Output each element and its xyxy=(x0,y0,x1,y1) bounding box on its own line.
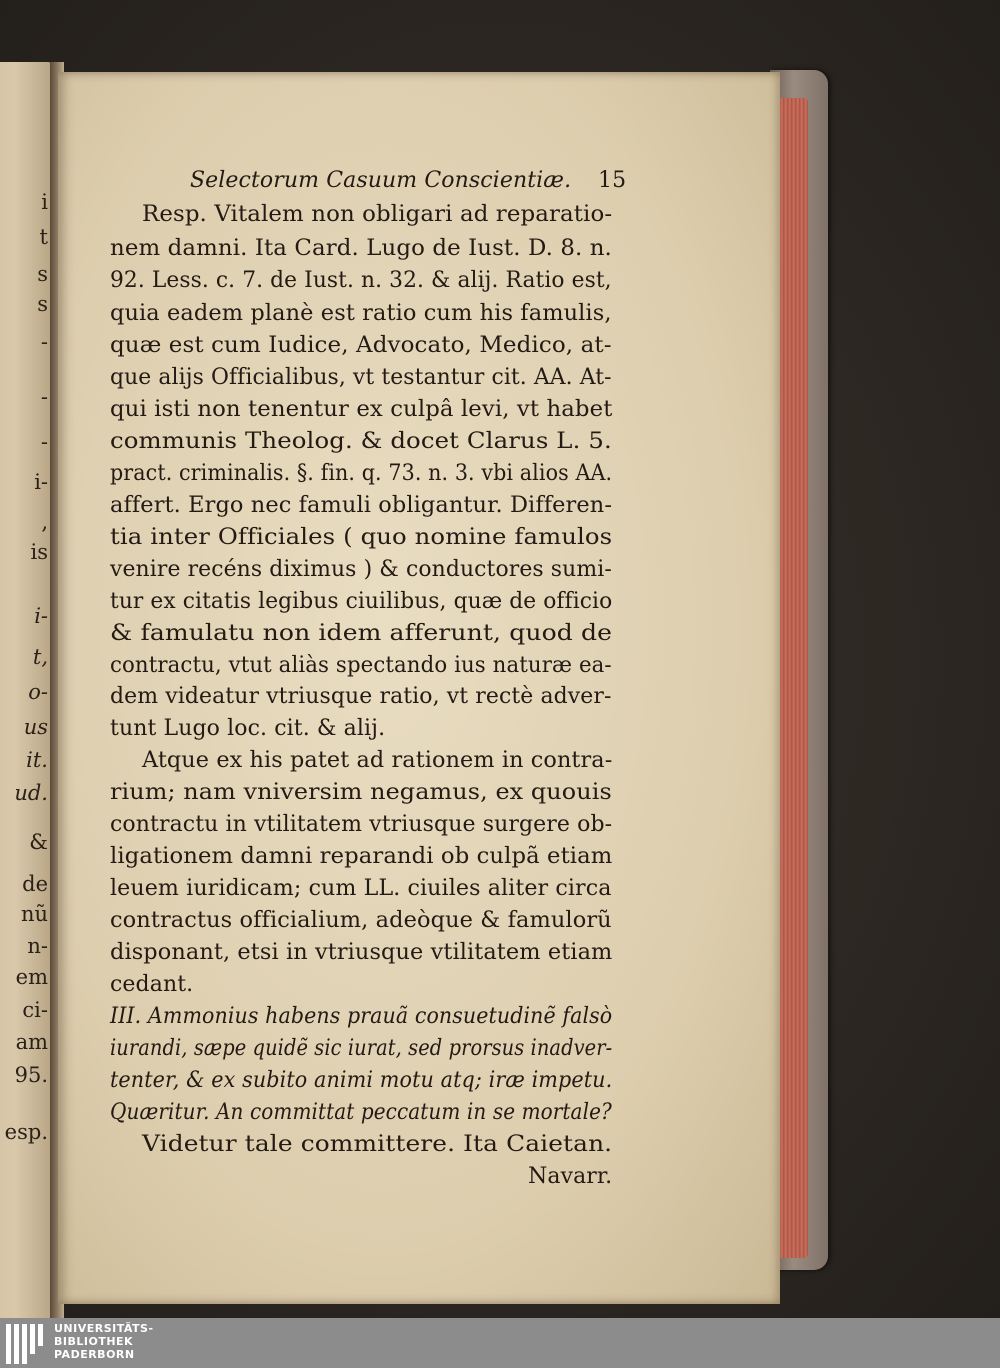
margin-fragment: ci- xyxy=(22,998,48,1022)
text-line: iurandi, sæpe quidẽ sic iurat, sed prorsus inadver- xyxy=(110,1036,613,1061)
text-line: tenter, & ex subito animi motu atq; iræ impetu. xyxy=(110,1068,613,1093)
running-head: Selectorum Casuum Conscientiæ. xyxy=(190,168,572,193)
library-name xyxy=(54,1322,154,1361)
margin-fragment: s xyxy=(37,292,48,316)
text-line: contractus officialium, adeòque & famulorũ xyxy=(110,908,612,933)
library-name-line3: PADERBORN xyxy=(54,1348,135,1361)
text-line: tia inter Officiales ( quo nomine famulos xyxy=(110,525,613,550)
text-line: que alijs Officialibus, vt testantur cit. AA. At- xyxy=(110,365,612,390)
margin-fragment: - xyxy=(40,330,48,354)
margin-fragment: esp. xyxy=(4,1120,48,1144)
margin-fragment: ud. xyxy=(14,781,48,805)
text-line: 92. Less. c. 7. de Iust. n. 32. & alij. Ratio est, xyxy=(110,268,612,293)
margin-fragment: am xyxy=(15,1030,48,1054)
facing-page-left xyxy=(0,62,52,1318)
margin-fragment: o- xyxy=(28,680,48,704)
margin-fragment: 95. xyxy=(14,1063,48,1087)
text-line: affert. Ergo nec famuli obligantur. Differen- xyxy=(110,493,613,518)
margin-fragment: - xyxy=(40,385,48,409)
text-line: cedant. xyxy=(110,972,194,997)
text-line: nem damni. Ita Card. Lugo de Iust. D. 8. n. xyxy=(110,236,612,261)
text-line: venire recéns diximus ) & conductores sumi- xyxy=(110,557,612,582)
text-line: Navarr. xyxy=(528,1164,613,1189)
text-line: communis Theolog. & docet Clarus L. 5. xyxy=(110,429,612,454)
text-line: Quæritur. An committat peccatum in se mortale? xyxy=(110,1100,612,1125)
text-line: contractu in vtilitatem vtriusque surgere ob- xyxy=(110,812,613,837)
margin-fragment: it. xyxy=(26,748,48,772)
margin-fragment: , xyxy=(41,510,48,534)
margin-fragment: & xyxy=(29,830,48,854)
text-line: Resp. Vitalem non obligari ad reparatio- xyxy=(142,202,613,227)
text-line: Videtur tale committere. Ita Caietan. xyxy=(142,1132,613,1157)
margin-fragment: i- xyxy=(34,470,48,494)
page-text-block xyxy=(58,72,780,1304)
margin-fragment: i xyxy=(41,190,48,214)
library-footer-bar xyxy=(0,1318,1000,1368)
page-number: 15 xyxy=(598,168,627,193)
text-line: qui isti non tenentur ex culpâ levi, vt habet xyxy=(110,397,613,422)
margin-fragment: de xyxy=(22,872,48,896)
margin-fragment: is xyxy=(30,540,48,564)
text-line: & famulatu non idem afferunt, quod de xyxy=(110,621,613,646)
text-line: contractu, vtut aliàs spectando ius naturæ ea- xyxy=(110,653,612,678)
library-name-line1: UNIVERSITÄTS- xyxy=(54,1322,154,1335)
margin-fragment: t, xyxy=(32,645,48,669)
margin-fragment: us xyxy=(23,715,48,739)
margin-fragment: t xyxy=(39,225,48,249)
margin-fragment: nũ xyxy=(20,902,48,926)
left-page-margin-text xyxy=(0,62,52,1318)
margin-fragment: i- xyxy=(34,604,48,628)
margin-fragment: s xyxy=(37,262,48,286)
text-line: quæ est cum Iudice, Advocato, Medico, at- xyxy=(110,333,612,358)
text-line: ligationem damni reparandi ob culpã etiam xyxy=(110,844,613,869)
text-line: disponant, etsi in vtriusque vtilitatem etiam xyxy=(110,940,613,965)
margin-fragment: - xyxy=(40,430,48,454)
margin-fragment: em xyxy=(15,965,48,989)
text-line: leuem iuridicam; cum LL. ciuiles aliter circa xyxy=(110,876,612,901)
library-logo-icon xyxy=(4,1320,50,1366)
text-line: III. Ammonius habens prauã consuetudinẽ falsò xyxy=(110,1004,613,1029)
text-line: dem videatur vtriusque ratio, vt rectè adver- xyxy=(110,684,612,709)
book-page xyxy=(58,72,780,1304)
text-line: pract. criminalis. §. fin. q. 73. n. 3. vbi alios AA. xyxy=(110,461,613,486)
library-name-line2: BIBLIOTHEK xyxy=(54,1335,134,1348)
text-line: tunt Lugo loc. cit. & alij. xyxy=(110,716,386,741)
text-line: tur ex citatis legibus ciuilibus, quæ de officio xyxy=(110,589,613,614)
text-line: quia eadem planè est ratio cum his famulis, xyxy=(110,301,612,326)
text-line: rium; nam vniversim negamus, ex quouis xyxy=(110,780,612,805)
text-line: Atque ex his patet ad rationem in contra- xyxy=(142,748,613,773)
margin-fragment: n- xyxy=(27,934,48,958)
